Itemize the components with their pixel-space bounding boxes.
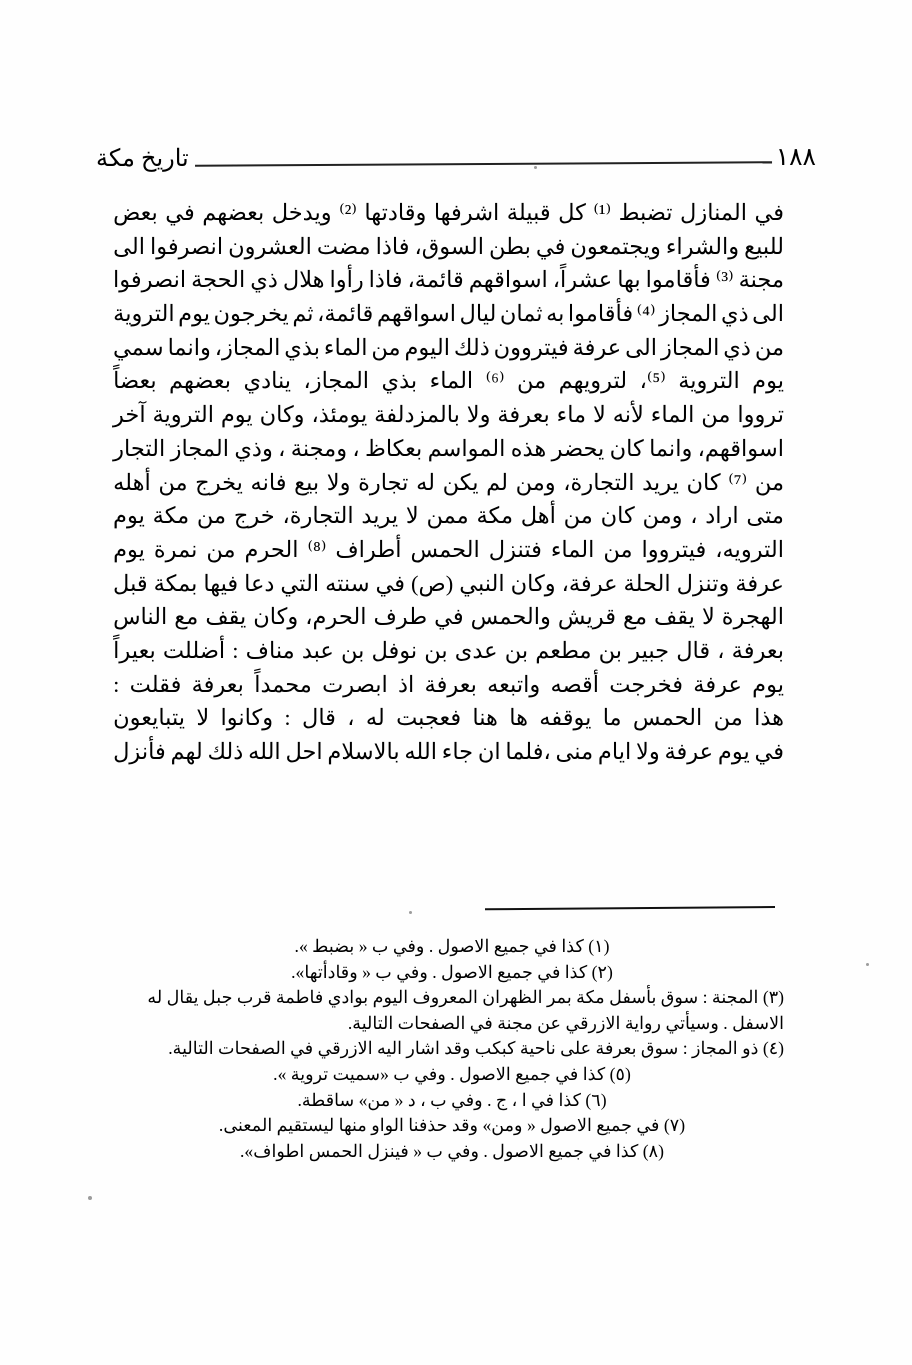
body-word: منى [555, 739, 594, 764]
body-line [113, 533, 784, 567]
body-word: ولا [326, 469, 351, 495]
body-word: وكان [259, 402, 305, 428]
body-word: ، [717, 637, 725, 663]
footnote-text: المجنة : سوق بأسفل مكة بمر الظهران المعروف اليوم بوادي فاطمة قرب جبل يقال له [147, 987, 759, 1008]
body-word: ابصرت [322, 671, 388, 697]
body-word: في [375, 570, 406, 596]
body-word: تجارة [358, 469, 409, 495]
body-word: التروية [152, 402, 214, 428]
body-word: كل [558, 200, 586, 225]
body-word: هنا [472, 705, 498, 731]
scan-speck [866, 963, 869, 966]
body-word: بالاسلام [327, 739, 400, 764]
body-word: ومن [642, 503, 683, 529]
body-word: ⁽⁷⁾ [728, 469, 748, 495]
body-word: عرفة [693, 671, 742, 697]
body-word: ترووا [737, 402, 784, 428]
body-word: أضللت [162, 637, 226, 663]
body-word: بن [424, 637, 448, 663]
body-word: ثمان [499, 301, 543, 327]
body-word: وكانوا [220, 705, 274, 731]
body-word: ، [347, 705, 355, 731]
body-word: محمداً [254, 671, 312, 697]
body-word: بذي [381, 368, 418, 394]
body-word: قبل [113, 570, 148, 596]
body-word: مكة [476, 503, 513, 529]
footnote-item [120, 1088, 784, 1114]
body-word: ، [278, 435, 286, 461]
body-word: الحرم، [305, 604, 367, 630]
body-word: المجاز، [214, 334, 281, 360]
scan-speck [409, 911, 412, 914]
body-word: نمرة [153, 536, 198, 562]
body-word: احل [285, 739, 323, 764]
body-word: يخرجون [213, 301, 289, 327]
body-word: يوم [717, 739, 750, 764]
body-word: يقف [205, 604, 247, 630]
body-word: ذي [250, 267, 278, 293]
body-word: ⁽¹⁾ [593, 200, 612, 225]
body-word: وانما [167, 334, 211, 360]
footnote-number: (٧) [663, 1115, 686, 1136]
body-word: لا [593, 402, 606, 428]
body-word: الترويه، [715, 536, 784, 562]
body-word: انصرفوا [150, 233, 224, 259]
body-word: من [371, 334, 401, 360]
body-word: يوم [752, 368, 784, 394]
body-word: يوم [113, 503, 145, 529]
body-word: يكن [442, 469, 479, 495]
body-word: بعكاظ [365, 435, 423, 461]
body-word: قريش [557, 604, 616, 630]
body-word: من [196, 503, 227, 529]
page-number: ١٨٨ [775, 143, 816, 171]
body-word: من [158, 469, 188, 495]
body-word: به [546, 301, 565, 327]
body-word: يوم [113, 536, 145, 562]
body-word: ذلك [207, 739, 244, 764]
body-word: عرفة [572, 334, 622, 360]
body-word: دعا [244, 570, 275, 596]
body-word: قائمة، [407, 267, 464, 293]
body-word: أطراف [335, 536, 402, 562]
body-line [113, 735, 784, 769]
body-word: بها [617, 267, 641, 293]
body-word: من [713, 705, 743, 731]
body-word: ، [690, 503, 698, 529]
body-word: مع [174, 604, 199, 630]
body-word: مضت [316, 233, 371, 259]
body-word: اسواقهم [376, 301, 456, 327]
body-word: لا [196, 705, 210, 731]
body-word: المجاز، [303, 368, 370, 394]
body-word: بعرفة [424, 671, 477, 697]
body-word: فيتروون [493, 334, 569, 360]
body-word: سمي [113, 334, 164, 360]
body-word: كان [609, 435, 644, 461]
body-line [113, 600, 784, 634]
body-word: المجاز [170, 435, 229, 461]
body-line [113, 701, 784, 735]
body-word: ها [509, 705, 528, 731]
body-line [113, 634, 784, 668]
body-word: الهجرة [721, 604, 784, 630]
footnote-item [120, 1036, 784, 1062]
body-word: عرفة [664, 739, 714, 764]
body-word: جبير [629, 637, 670, 663]
body-word: عرفة [735, 570, 784, 596]
body-word: هذه [510, 435, 547, 461]
body-word: أهله [113, 469, 151, 495]
body-word: يخرج [195, 469, 243, 495]
body-word: التي [280, 570, 320, 596]
body-word: يقف [654, 604, 695, 630]
body-word: الله [248, 739, 281, 764]
body-word: فأنزل [113, 739, 166, 764]
footnote-number: (٤) [762, 1038, 784, 1059]
body-word: سنته [325, 570, 370, 596]
body-word: كان [600, 503, 635, 529]
body-line [113, 398, 784, 432]
body-word: بعضهم [202, 200, 265, 225]
body-word: ذلك [453, 334, 490, 360]
body-word: المجاز [660, 334, 720, 360]
body-word: والشراء [665, 233, 740, 259]
body-word: فتنزل [488, 536, 542, 562]
body-word: ⁽³⁾ [715, 267, 734, 293]
body-word: اسواقهم، [697, 435, 784, 461]
body-word: بن [340, 637, 365, 663]
body-word: ،فلما [505, 739, 551, 764]
body-word: في [434, 604, 464, 630]
body-word: ممن [426, 503, 469, 529]
footnote-number: (١) [588, 936, 610, 956]
body-word: ذي [720, 301, 749, 327]
body-word: فأقاموا [645, 267, 711, 293]
body-word: مطعم [535, 637, 592, 663]
body-word: عدى [454, 637, 498, 663]
body-word: لا [405, 503, 419, 529]
body-word: يتبايعون [113, 705, 186, 731]
footnote-item [120, 1113, 784, 1139]
footnote-text: كذا في ا ، ج . وفي ب ، د « من» ساقطة. [297, 1089, 581, 1110]
body-word: فاذا [375, 233, 410, 259]
body-word: وتنزل [676, 570, 730, 596]
body-line [113, 499, 784, 533]
body-word: متى [746, 503, 784, 529]
body-text [113, 196, 784, 769]
body-word: رأوا [329, 267, 364, 293]
body-word: يوم [752, 671, 784, 697]
body-word: الماء [550, 536, 595, 562]
body-word: ايام [597, 739, 632, 764]
body-word: يوم [178, 301, 210, 327]
body-word: ليال [459, 301, 497, 327]
body-word: للبيع [744, 233, 784, 259]
body-word: له [416, 469, 435, 495]
body-word: قال [676, 637, 711, 663]
body-word: ويدخل [271, 200, 332, 225]
body-word: فيها [203, 570, 239, 596]
body-word: اذ [397, 671, 415, 697]
body-word: يريد [642, 469, 679, 495]
body-word: المنازل [680, 200, 748, 225]
body-word: لأنه [612, 402, 644, 428]
body-word: التروية [113, 301, 175, 327]
body-word: بيع [294, 469, 320, 495]
body-word: عرفة، [561, 570, 618, 596]
body-word: ⁽⁸⁾ [307, 536, 327, 562]
body-word: وكان [253, 604, 299, 630]
body-line [113, 432, 784, 466]
body-word: الحرم [244, 536, 299, 562]
footnote-text: كذا في جميع الاصول . وفي ب « بضبط ». [294, 936, 584, 956]
body-word: بعرفة [191, 671, 244, 697]
body-word: ⁽⁵⁾، [639, 368, 666, 394]
body-word: لم [486, 469, 508, 495]
body-word: من [701, 402, 731, 428]
body-word: لهم [170, 739, 203, 764]
body-word: التجارة، [563, 469, 635, 495]
body-word: الحلة [623, 570, 671, 596]
body-word: تضبط [618, 200, 673, 225]
footnote-separator [485, 906, 775, 910]
body-word: الله [404, 739, 437, 764]
body-word: نوفل [371, 637, 418, 663]
footnote-text: في جميع الاصول « ومن» وقد حذفنا الواو منها ليستقيم المعنى. [218, 1115, 660, 1136]
body-word: جاء [441, 739, 474, 764]
body-word: فيترووا [641, 536, 707, 562]
body-word: التجار [113, 435, 166, 461]
body-word: فعجبت [396, 705, 462, 731]
body-word: ويجتمعون [570, 233, 661, 259]
body-word: في [535, 233, 566, 259]
body-word: من [603, 536, 633, 562]
body-word: بعرفة [731, 637, 784, 663]
scan-speck [534, 166, 537, 169]
body-line [113, 196, 784, 230]
footnote-line [120, 985, 784, 1011]
footnote-list [120, 934, 784, 1164]
body-line [113, 331, 784, 365]
body-word: يحضر [551, 435, 605, 461]
body-word: يومئذ، [311, 402, 368, 428]
body-word: لا [701, 604, 715, 630]
body-word: الحمس [410, 536, 480, 562]
body-word: فقلت [129, 671, 182, 697]
body-word: وكان [510, 570, 556, 596]
body-word: التجارة، [282, 503, 354, 529]
body-line [113, 230, 784, 264]
body-word: قال [301, 705, 336, 731]
body-word: بعرفة [497, 402, 550, 428]
body-word: فخرجت [609, 671, 683, 697]
footnote-item [120, 985, 784, 1036]
body-word: في [754, 200, 784, 225]
body-word: من [206, 536, 236, 562]
footnote-item [120, 1139, 784, 1165]
body-word: كان [686, 469, 721, 495]
body-word: اسواقهم [468, 267, 548, 293]
body-word: أهل [520, 503, 556, 529]
body-word: الحمس [632, 705, 703, 731]
footnote-number: (٦) [585, 1089, 607, 1110]
body-word: بعيراً [113, 637, 156, 663]
body-word: من [754, 469, 784, 495]
footnote-item [120, 934, 784, 960]
body-word: الى [113, 233, 145, 259]
body-word: مجنة [738, 267, 784, 293]
body-word: الماء [323, 334, 368, 360]
body-word: الناس [113, 604, 168, 630]
footnote-text: كذا في جميع الاصول . وفي ب «سميت تروية ». [273, 1063, 606, 1084]
body-word: ⁽²⁾ [339, 200, 357, 225]
body-word: : [284, 705, 291, 731]
body-word: في [754, 739, 784, 764]
body-word: ⁽⁶⁾ [485, 368, 505, 394]
body-word: ، [352, 435, 360, 461]
body-word: والحمس [470, 604, 551, 630]
body-word: يريد [361, 503, 399, 529]
body-word: هلال [282, 267, 325, 293]
body-line [113, 297, 784, 331]
body-word: ذي [723, 334, 751, 360]
footnote-number: (٨) [642, 1140, 664, 1161]
body-word: العشرون [228, 233, 312, 259]
body-word: بعض [113, 200, 158, 225]
body-word: الى [625, 334, 658, 360]
body-word: فاذا [368, 267, 403, 293]
body-line [113, 567, 784, 601]
running-head-rule [195, 161, 772, 167]
body-word: له [365, 705, 385, 731]
body-word: اشرفها [433, 200, 500, 225]
body-word: مكة [152, 503, 190, 529]
body-line [113, 263, 784, 297]
body-word: آخر [113, 402, 146, 428]
body-word: : [232, 637, 239, 663]
body-word: لترويهم [558, 368, 628, 394]
body-word: التروية [678, 368, 740, 394]
body-word: وقادتها [364, 200, 427, 225]
footnote-number: (٣) [762, 987, 784, 1008]
body-word: طرف [373, 604, 428, 630]
footnote-number: (٢) [591, 961, 613, 982]
footnote-text: ذو المجاز : سوق بعرفة على ناحية كبكب وقد اشار اليه الازرقي في الصفحات التالية. [168, 1038, 759, 1059]
body-word: أقصه [550, 671, 600, 697]
running-head [96, 137, 816, 179]
body-word: ما [602, 705, 622, 731]
body-word: من [563, 503, 593, 529]
body-word: مع [622, 604, 647, 630]
body-word: بن [598, 637, 623, 663]
body-word: خرج [233, 503, 275, 529]
body-word: مناف [245, 637, 295, 663]
body-word: عبد [301, 637, 334, 663]
body-word: فأقاموا [567, 301, 634, 327]
body-word: السوق، [414, 233, 485, 259]
running-head-title: تاريخ مكة [96, 146, 189, 172]
body-word: من [754, 334, 784, 360]
body-word: بعضهم [169, 368, 232, 394]
body-word: هذا [754, 705, 784, 731]
body-word: وانما [649, 435, 693, 461]
body-word: واتبعه [487, 671, 541, 697]
body-word: قائمة، [317, 301, 374, 327]
body-word: ان [477, 739, 501, 764]
body-word: ولا [635, 739, 660, 764]
body-word: المواسم [427, 435, 506, 461]
body-word: (ص) [411, 570, 454, 596]
body-word: بعضاً [113, 368, 157, 394]
body-word: من [516, 368, 547, 394]
body-line [113, 364, 784, 398]
body-word: المجاز [659, 301, 718, 327]
body-word: ومجنة [290, 435, 348, 461]
body-word: الى [752, 301, 784, 327]
body-word: بالمزدلفة [374, 402, 460, 428]
body-word: عشراً، [552, 267, 613, 293]
body-word: بذي [284, 334, 320, 360]
body-word: اليوم [404, 334, 450, 360]
body-word: بمكة [153, 570, 198, 596]
body-word: فانه [250, 469, 287, 495]
body-word: يوم [220, 402, 253, 428]
body-word: وذي [234, 435, 273, 461]
scan-speck [88, 1196, 92, 1200]
body-word: ولا [466, 402, 491, 428]
body-word: الماء [429, 368, 474, 394]
body-word: قبيلة [506, 200, 551, 225]
body-word: في [165, 200, 195, 225]
body-word: الماء [650, 402, 695, 428]
body-word: اراد [705, 503, 739, 529]
footnote-text: كذا في جميع الاصول . وفي ب « وقادأتها». [291, 961, 588, 982]
footnote-number: (٥) [609, 1063, 631, 1084]
footnote-line: الاسفل . وسيأتي رواية الازرقي عن مجنة في الصفحات التالية. [347, 1012, 784, 1033]
body-word: انصرفوا [113, 267, 187, 293]
footnote-text: كذا في جميع الاصول . وفي ب « فينزل الحمس اطواف». [240, 1140, 639, 1161]
body-line [113, 466, 784, 500]
body-word: : [113, 671, 120, 697]
body-word: ⁽⁴⁾ [636, 301, 656, 327]
body-word: الحجة [191, 267, 246, 293]
body-word: ومن [515, 469, 556, 495]
body-word: بطن [489, 233, 531, 259]
body-word: يوقفه [539, 705, 592, 731]
body-word: ماء [556, 402, 587, 428]
footnote-item [120, 1062, 784, 1088]
body-word: ينادي [243, 368, 291, 394]
body-word: النبي [459, 570, 505, 596]
footnote-item [120, 960, 784, 986]
body-word: ثم [292, 301, 314, 327]
body-word: بن [504, 637, 529, 663]
body-line [113, 668, 784, 702]
